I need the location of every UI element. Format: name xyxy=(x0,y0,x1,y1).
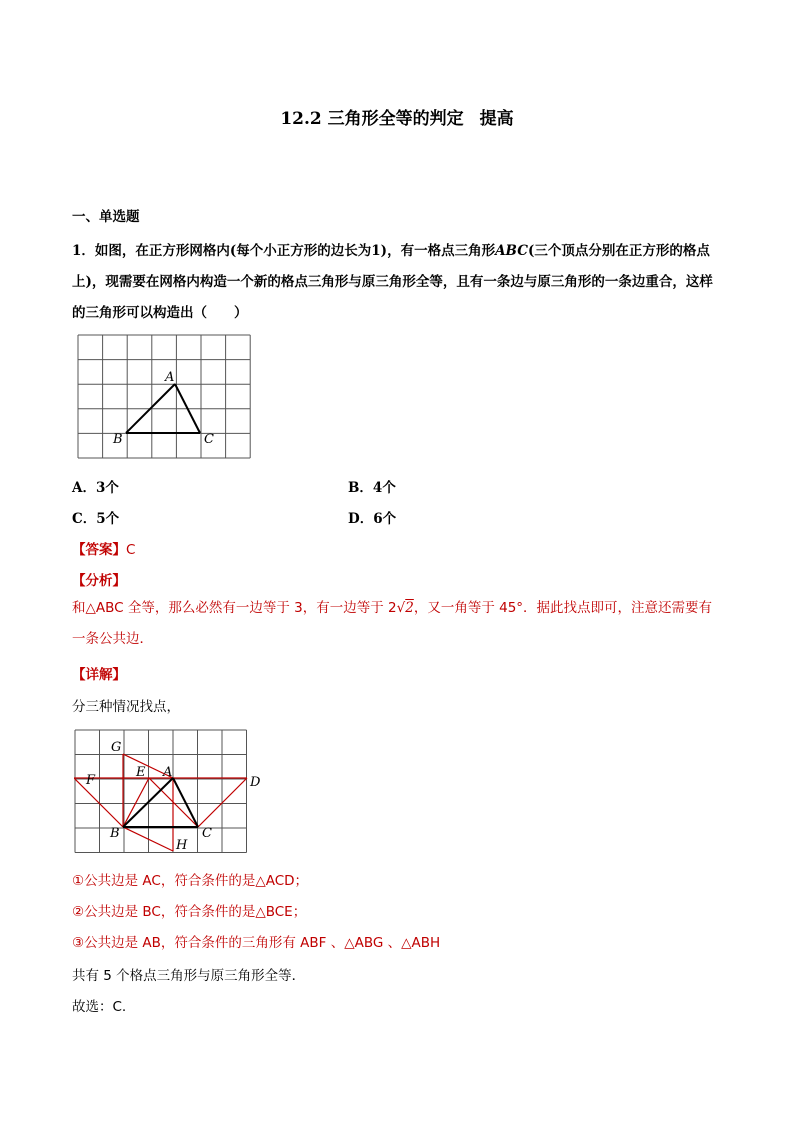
page-title xyxy=(0,104,794,129)
option-b-text: 4个 xyxy=(372,480,396,496)
analysis-text xyxy=(72,593,724,655)
case-3: ③公共边是 AB，符合条件的三角形有 ABF 、△ABG 、△ABH xyxy=(72,935,441,951)
question-text-before: 如图，在正方形网格内(每个小正方形的边长为1)，有一格点三角形 xyxy=(94,243,496,259)
analysis-text-2: ，又一角等于 45°．据此找点即可，注意还需要有一条公共边． xyxy=(72,600,713,647)
figure-1-gridlines xyxy=(78,335,250,458)
label-d: D xyxy=(250,775,261,790)
label-c: C xyxy=(204,432,214,447)
final-choice: 故选：C. xyxy=(72,999,127,1015)
option-c[interactable] xyxy=(72,507,119,527)
analysis-text-1: 和△ABC 全等，那么必然有一边等于 3，有一边等于 2 xyxy=(72,600,397,616)
triangle-name: ABC xyxy=(495,243,528,259)
analysis-tag: 【分析】 xyxy=(72,573,126,589)
option-c-text: 5个 xyxy=(96,511,120,527)
option-a-letter: A． xyxy=(72,480,96,496)
option-d[interactable] xyxy=(348,507,396,527)
detail-tag: 【详解】 xyxy=(72,667,126,683)
label-a: A xyxy=(165,370,175,385)
label-b: B xyxy=(113,432,123,447)
section-heading: 一、单选题 xyxy=(72,209,140,225)
label-g: G xyxy=(111,740,122,755)
option-d-letter: D． xyxy=(348,511,374,527)
answer-value: C xyxy=(126,542,136,558)
side-ac-2 xyxy=(173,778,198,827)
option-b-letter: B． xyxy=(348,480,373,496)
figure-1-grid xyxy=(77,334,253,460)
label-f: F xyxy=(86,773,96,788)
title-sub: 提高 xyxy=(479,109,514,129)
conclusion: 共有 5 个格点三角形与原三角形全等． xyxy=(72,968,306,984)
label-a2: A xyxy=(163,765,173,780)
sqrt-radicand: 2 xyxy=(405,600,414,616)
label-h: H xyxy=(176,838,188,853)
option-c-letter: C． xyxy=(72,511,97,527)
figure-2-grid xyxy=(74,729,264,857)
label-c2: C xyxy=(202,826,212,841)
question-number: 1． xyxy=(72,243,95,259)
detail-intro: 分三种情况找点， xyxy=(72,699,180,715)
case-1: ①公共边是 AC，符合条件的是△ACD； xyxy=(72,873,309,889)
option-b[interactable] xyxy=(348,476,396,496)
title-main: 12.2 三角形全等的判定 xyxy=(280,109,464,129)
answer-line xyxy=(72,538,135,558)
question-stem xyxy=(72,236,724,329)
case-2: ②公共边是 BC，符合条件的是△BCE； xyxy=(72,904,307,920)
label-b2: B xyxy=(110,826,120,841)
question-text-after: (三个顶点分别在正方形的格点上)，现需要在网格内构造一个新的格点三角形与原三角形全等，且有一条边与原三角形的一条边重合，这样的三角形可以构造出（ ） xyxy=(72,243,713,321)
sqrt-symbol: √2 xyxy=(396,600,414,616)
label-e: E xyxy=(136,765,146,780)
answer-tag: 【答案】 xyxy=(72,542,126,558)
option-a-text: 3个 xyxy=(95,480,119,496)
option-d-text: 6个 xyxy=(373,511,397,527)
option-a[interactable] xyxy=(72,476,119,496)
